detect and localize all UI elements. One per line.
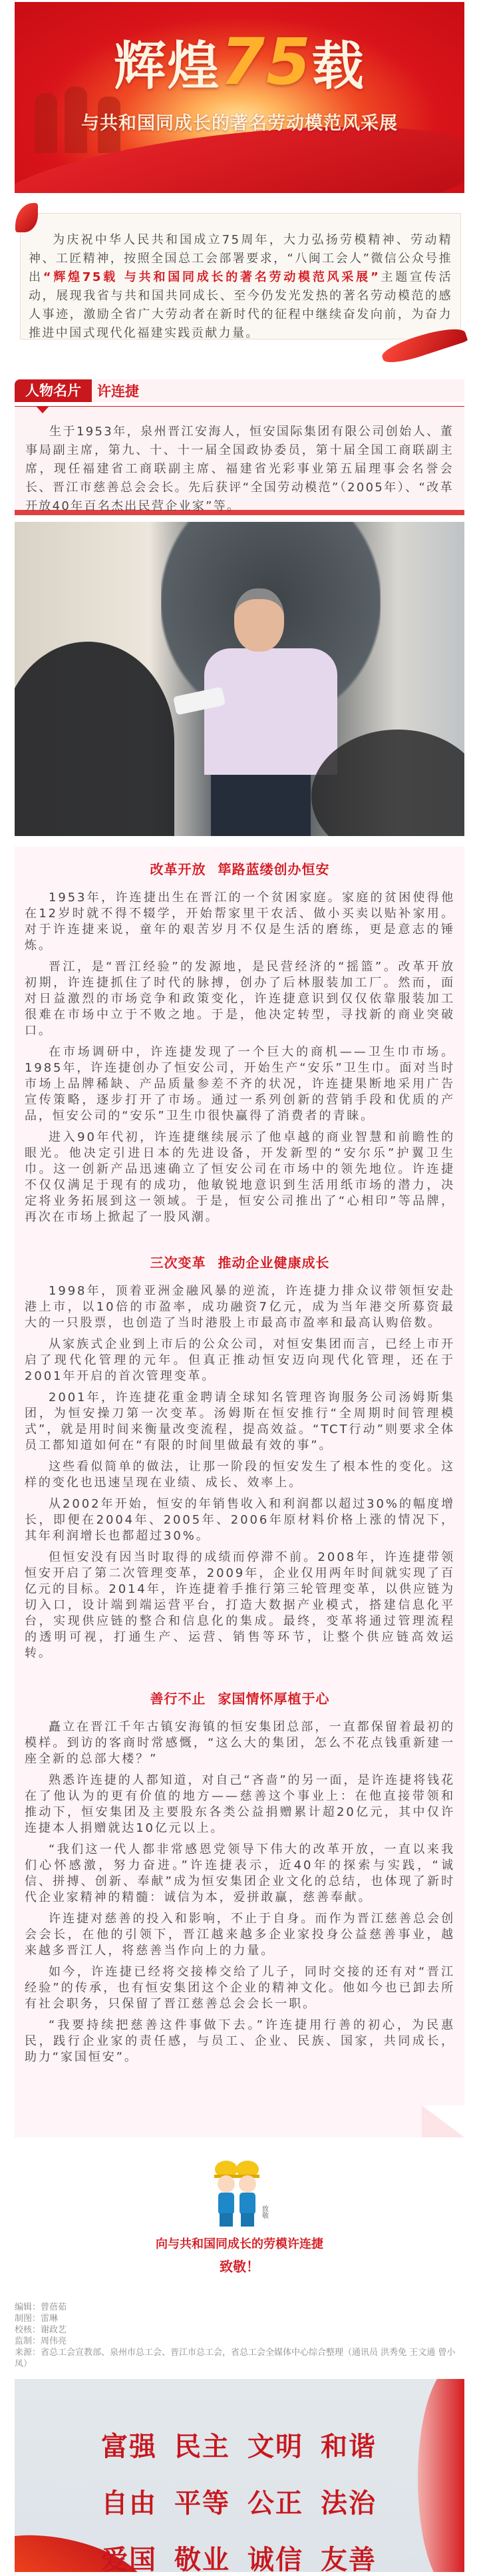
core-value-word: 友善 <box>321 2544 377 2572</box>
salute-line-1: 向与共和国同成长的劳模许连捷 <box>156 2237 323 2251</box>
interview-photo <box>15 522 464 836</box>
paragraph: 这些看似简单的做法，让那一阶段的恒安发生了根本性的变化。这样的变化也迅速呈现在业绩、成长、效率上。 <box>25 1460 455 1490</box>
credit-supervisor: 监制：周伟亮 <box>15 2336 67 2346</box>
core-value-word: 自由 <box>101 2487 157 2519</box>
intro-box <box>20 213 461 339</box>
core-value-word: 文明 <box>247 2431 303 2462</box>
paragraph: 在市场调研中，许连捷发现了一个巨大的商机——卫生巾市场。1985年，许连捷创办了恒安公司，开始生产“安乐”卫生巾。面对当时市场上品牌稀缺、产品质量参差不齐的状况，许连捷果断地采用广告宣传策略，逐步打开了市场。通过一系列创新的营销手段和优质的产品，恒安公司的“安乐”卫生巾很快赢得了消费者的青睐。 <box>25 1045 455 1123</box>
paragraph: “我们这一代人都非常感恩党领导下伟大的改革开放，一直以来我们心怀感激，努力奋进。”许连捷表示，近40年的探索与实践，“诚信、拼搏、创新、奉献”成为恒安集团企业文化的总结，也体现了新时代企业家精神的精髓：诚信为本，爱拼敢赢，慈善奉献。 <box>25 1842 455 1904</box>
ribbon-decoration <box>15 203 38 232</box>
mascot-caption: 致敬 <box>260 2205 268 2219</box>
paragraph: 熟悉许连捷的人都知道，对自己“吝啬”的另一面，是许连捷将钱花在了他认为的更有价值的地方——慈善这个事业上：在他直接带领和推动下，恒安集团及主要股东各类公益捐赠累计超20亿元，其中仅许连捷本人捐赠就达10亿元以上。 <box>25 1773 455 1835</box>
paragraph: 晋江，是“晋江经验”的发源地，是民营经济的“摇篮”。改革开放初期，许连捷抓住了时代的脉搏，创办了后林服装加工厂。然而，面对日益激烈的市场竞争和政策变化，许连捷意识到仅仅依靠服装加工很难在市场中立于不败之地。于是，他决定转型，寻找新的商业突破口。 <box>25 960 455 1038</box>
paragraph: 矗立在晋江千年古镇安海镇的恒安集团总部，一直都保留着最初的模样。到访的客商时常感慨，“这么大的集团，怎么不花点钱重新建一座全新的总部大楼？” <box>25 1720 455 1766</box>
banner-title-right: 载 <box>311 37 365 97</box>
core-value-word: 富强 <box>101 2431 157 2462</box>
paragraph: 2001年，许连捷花重金聘请全球知名管理咨询服务公司汤姆斯集团，为恒安操刀第一次变革。汤姆斯在恒安推行“全周期时间管理模式”，就是用时间来衡量改变流程，提高效益。“TCT行动”则要求全体员工都知道如何在“有限的时间里做最有效的事”。 <box>25 1391 455 1452</box>
paragraph: 从家族式企业到上市后的公众公司，对恒安集团而言，已经上市开启了现代化管理的元年。但真正推动恒安迈向现代化管理，还在于2001年开启的首次管理变革。 <box>25 1337 455 1383</box>
credit-graphics: 制图：雷琳 <box>15 2314 59 2324</box>
paragraph: “我要持续把慈善这件事做下去。”许连捷用行善的初心，为民惠民，践行企业家的责任感，与员工、企业、民族、国家，共同成长，助力“家国恒安”。 <box>25 2018 455 2064</box>
paragraph: 1998年，顶着亚洲金融风暴的逆流，许连捷力排众议带领恒安赴港上市，以10倍的市盈率，成功融资7亿元，成为当年港交所募资最大的一只股票，也创造了当时港股上市最高市盈率和最高认购倍数。 <box>25 1284 455 1330</box>
credit-editor: 编辑：曾蓓茹 <box>15 2302 67 2312</box>
header-banner <box>15 2 464 193</box>
paragraph: 从2002年开始，恒安的年销售收入和利润都以超过30%的幅度增长，即便在2004年、2005年、2006年原材料价格上涨的情况下，其年利润增长也都超过30%。 <box>25 1497 455 1543</box>
page-fold-corner <box>422 2105 464 2137</box>
person-figure <box>204 648 337 775</box>
profile-card-body <box>15 407 464 513</box>
paragraph: 但恒安没有因当时取得的成绩而停滞不前。2008年，许连捷带领恒安开启了第二次管理变革，2009年，企业仅用两年时间就实现了百亿元的目标。2014年，许连捷着手推行第三轮管理变革，以供应链为切入口，设计端到端运营平台，打造大数据产业模式，搭建信息化平台，实现供应链的整合和信息化的集成。最终，变革将通过管理流程的透明可视，打通生产、运营、销售等环节，让整个供应链高效运转。 <box>25 1550 455 1660</box>
credit-proofread: 校核：谢政艺 <box>15 2325 67 2335</box>
paragraph: 如今，许连捷已经将交接棒交给了儿子，同时交接的还有对“晋江经验”的传承，也有恒安集团这个企业的精神文化。他如今也已卸去所有社会职务，只保留了晋江慈善总会会长一职。 <box>25 1965 455 2011</box>
paragraph: 1953年，许连捷出生在晋江的一个贫困家庭。家庭的贫困使得他在12岁时就不得不辍学，开始帮家里干农活、做小买卖以贴补家用。对于许连捷来说，童年的艰苦岁月不仅是生活的磨练，更是意志的锤炼。 <box>25 891 455 953</box>
salute-block <box>0 2160 479 2275</box>
profile-name: 许连捷 <box>97 383 139 399</box>
story-section <box>15 847 464 2137</box>
core-value-word: 平等 <box>174 2487 230 2519</box>
paragraph: 许连捷对慈善的投入和影响，不止于自身。而作为晋江慈善总会创会会长，在他的引领下，晋江越来越多企业家投身公益慈善事业，越来越多晋江人，将慈善当作向上的力量。 <box>25 1912 455 1958</box>
paragraph: 进入90年代初，许连捷继续展示了他卓越的商业智慧和前瞻性的眼光。他决定引进日本的先进设备，开发新型的“安尔乐”护翼卫生巾。这一创新产品迅速确立了恒安公司在市场中的领先地位。许连捷不仅仅满足于现有的成功，他敏锐地意识到生活用纸市场的潜力，决定将业务拓展到这一领域。于是，恒安公司推出了“心相印”等品牌，再次在市场上掀起了一股风潮。 <box>25 1130 455 1224</box>
core-value-word: 和谐 <box>321 2431 377 2462</box>
core-value-word: 民主 <box>174 2431 230 2462</box>
core-value-word: 诚信 <box>247 2544 303 2572</box>
banner-title-left: 辉煌 <box>114 37 221 97</box>
divider <box>15 406 464 407</box>
section-heading: 改革开放 筚路蓝缕创办恒安 <box>150 861 330 877</box>
workers-mascot-icon <box>203 2160 276 2229</box>
banner-title <box>15 25 464 99</box>
salute-line-2: 致敬！ <box>220 2258 259 2274</box>
core-values-grid <box>101 2426 394 2572</box>
core-value-word: 公正 <box>247 2487 303 2519</box>
section-heading: 三次变革 推动企业健康成长 <box>150 1255 330 1271</box>
intro-text-before: 为庆祝中华人民共和国成立75周年，大力弘扬劳模精神、劳动精神、工匠精神，按照全国总工会部署要求，“八闽工会人”微信公众号推出 <box>29 233 452 284</box>
credit-source: 来源：省总工会宣教部、泉州市总工会、晋江市总工会，省总工会全媒体中心综合整理（通讯员 洪秀免 王文通 曾小凤） <box>15 2348 456 2369</box>
section-heading: 善行不止 家国情怀厚植于心 <box>150 1691 330 1707</box>
red-drape <box>418 2379 464 2572</box>
person-head <box>234 588 284 652</box>
intro-text-after: 主题宣传活动，展现我省与共和国共同成长、至今仍发光发热的著名劳动模范的感人事迹，激励全省广大劳动者在新时代的征程中继续奋发向前，为奋力推进中国式现代化福建实践贡献力量。 <box>29 270 453 340</box>
intro-text <box>29 231 452 343</box>
reporter-figure <box>15 642 174 836</box>
banner-subtitle: 与共和国同成长的著名劳动模范风采展 <box>81 113 398 134</box>
core-value-word: 敬业 <box>174 2544 230 2572</box>
credits <box>15 2302 464 2370</box>
profile-bio: 生于1953年，泉州晋江安海人，恒安国际集团有限公司创始人、董事局副主席，第九、十、十一届全国政协委员，第十届全国工商联副主席，现任福建省工商联副主席、福建省光彩事业第五届理事会名誉会长、晋江市慈善总会会长。先后获评“全国劳动模范”（2005年）、“改革开放40年百名杰出民营企业家”等。 <box>25 425 454 513</box>
core-value-word: 法治 <box>321 2487 377 2519</box>
person-legs <box>211 775 311 836</box>
banner-title-number: 75 <box>220 25 312 99</box>
core-value-word: 爱国 <box>101 2544 157 2572</box>
profile-card-header <box>15 379 464 402</box>
profile-tag: 人物名片 <box>15 379 92 402</box>
core-values-banner <box>15 2379 464 2572</box>
intro-highlight: “辉煌75载 与共和国同成长的著名劳动模范风采展” <box>43 270 381 284</box>
